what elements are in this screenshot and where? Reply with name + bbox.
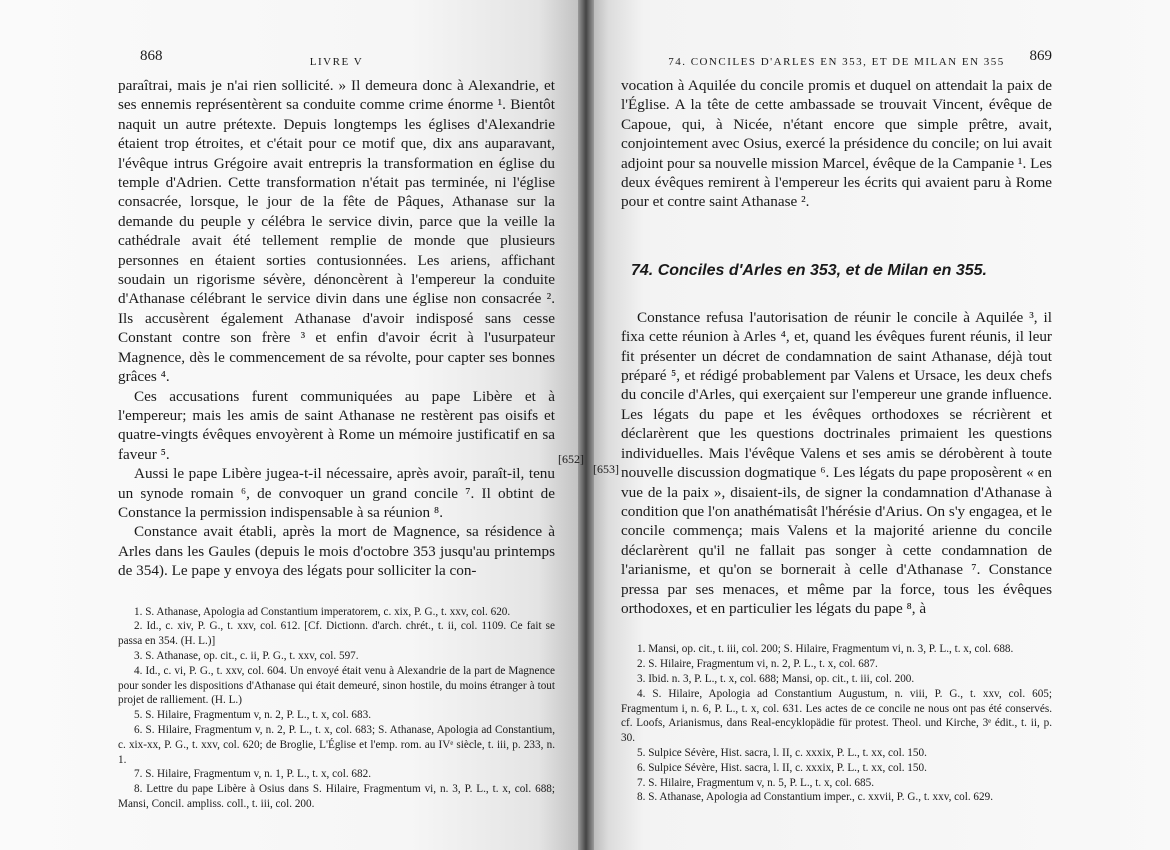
left-page-body xyxy=(118,76,555,581)
left-page-header xyxy=(118,48,555,76)
footnote: 8. S. Athanase, Apologia ad Constantium imper., c. xxvii, P. G., t. xxv, col. 629. xyxy=(637,791,994,804)
right-page xyxy=(585,0,1170,850)
footnote: 8. Lettre du pape Libère à Osius dans S. Hilaire, Fragmentum vi, n. 3, P. L., t. x, col. 688; Mansi, Concil. ampliss. coll., t. iii, col. 200. xyxy=(118,783,555,810)
footnote: 6. S. Hilaire, Fragmentum v, n. 2, P. L., t. x, col. 683; S. Athanase, Apologia ad Constantium, c. xix-xx, P. G., t. xxv, col. 620; de Broglie, L'Église et l'emp. rom. au IVᵉ siècle, t. iii, p. 233, n. 1. xyxy=(118,723,555,766)
footnote: 7. S. Hilaire, Fragmentum v, n. 1, P. L., t. x, col. 682. xyxy=(134,768,371,781)
footnote: 5. Sulpice Sévère, Hist. sacra, l. II, c. xxxix, P. L., t. xx, col. 150. xyxy=(637,746,927,759)
paragraph: Constance avait établi, après la mort de Magnence, sa résidence à Arles dans les Gaules (depuis le mois d'octobre 353 jusqu'au printemps de 354). Le pape y envoya des légats pour solliciter la con- xyxy=(118,523,555,580)
paragraph: Aussi le pape Libère jugea-t-il nécessaire, après avoir, paraît-il, tenu un synode romain ⁶, de convoquer un grand concile ⁷. Il obtint de Constance la permission indispensable à sa réunion ⁸. xyxy=(118,465,555,521)
marginal-page-ref-left: [652] xyxy=(558,452,584,466)
right-page-header xyxy=(621,48,1052,76)
book-gutter xyxy=(578,0,594,850)
page-number-left: 868 xyxy=(140,48,163,64)
footnote: 7. S. Hilaire, Fragmentum v, n. 5, P. L., t. x, col. 685. xyxy=(637,776,874,789)
running-head-right: 74. CONCILES D'ARLES EN 353, ET DE MILAN EN 355 xyxy=(668,56,1005,68)
footnote: 1. S. Athanase, Apologia ad Constantium imperatorem, c. xix, P. G., t. xxv, col. 620. xyxy=(134,605,511,618)
footnote: 3. Ibid. n. 3, P. L., t. x, col. 688; Mansi, op. cit., t. iii, col. 200. xyxy=(637,672,915,685)
section-heading: 74. Conciles d'Arles en 353, et de Milan en 355. xyxy=(631,261,987,279)
marginal-page-ref-right: [653] xyxy=(593,462,619,476)
footnotes-left xyxy=(118,605,555,812)
footnote: 3. S. Athanase, op. cit., c. ii, P. G., t. xxv, col. 597. xyxy=(134,649,359,662)
footnote: 2. Id., c. xiv, P. G., t. xxv, col. 612. [Cf. Dictionn. d'arch. chrét., t. ii, col. 1109. Ce fait se passa en 354. (H. L.)] xyxy=(118,620,555,648)
paragraph: vocation à Aquilée du concile promis et duquel on attendait la paix de l'Église. A la tête de cette ambassade se trouvait Vincent, évêque de Capoue, qui, à Nicée, n'étant encore que simple prêtre, avait, conjointement avec Osius, exercé la présidence du concile; on lui avait adjoint pour sa nouvelle mission Marcel, évêque de la Campanie ¹. Les deux évêques remirent à l'empereur les écrits qui avaient paru à Rome pour et contre saint Athanase ². xyxy=(621,77,1052,211)
footnote: 6. Sulpice Sévère, Hist. sacra, l. II, c. xxxix, P. L., t. xx, col. 150. xyxy=(637,761,927,774)
footnote: 1. Mansi, op. cit., t. iii, col. 200; S. Hilaire, Fragmentum vi, n. 3, P. L., t. x, col. 688. xyxy=(637,643,1014,656)
page-number-right: 869 xyxy=(1029,48,1052,64)
paragraph: paraîtrai, mais je n'ai rien sollicité. » Il demeura donc à Alexandrie, et ses ennemis représentèrent sa conduite comme crime énorme ¹. Bientôt naquit un autre prétexte. Depuis longtemps les églises d'Alexandrie étaient trop étroites, et c'était pour ce motif que, dix ans auparavant, l'évêque intrus Grégoire avait entrepris la transformation en église du temple d'Adrien. Cette transformation n'était pas terminée, ni l'église consacrée, lorsque, le jour de la fête de Pâques, Athanase sur la demande du peuple y célébra le service divin, parce que la veille la cathédrale avait été tellement remplie de monde que plusieurs personnes en étaient sorties contusionnées. Les ariens, affichant soudain un rigorisme sévère, dénoncèrent à l'empereur la conduite d'Athanase célébrant le service divin dans une église non consacrée ². Ils accusèrent également Athanase d'avoir indisposé sans cesse Constant contre son frère ³ et enfin d'avoir écrit à l'usurpateur Magnence, dès le commencement de sa révolte, pour capter ses bonnes grâces ⁴. xyxy=(118,77,555,386)
running-head-left: LIVRE V xyxy=(309,56,364,68)
footnote: 4. Id., c. vi, P. G., t. xxv, col. 604. Un envoyé était venu à Alexandrie de la part de Magnence pour sonder les dispositions d'Athanase qui était demeuré, sinon hostile, du moins étranger à tout projet de ralliement. (H. L.) xyxy=(118,664,555,707)
paragraph: Constance refusa l'autorisation de réunir le concile à Aquilée ³, il fixa cette réunion à Arles ⁴, et, quand les évêques furent réunis, il leur fit présenter un décret de condamnation de saint Athanase, déjà tout préparé ⁵, et rédigé probablement par Valens et Ursace, les deux chefs du concile d'Arles, qui exerçaient sur l'empereur une grande influence. Les légats du pape et les évêques orthodoxes se récrièrent et déclarèrent que les questions doctrinales primaient les questions individuelles. Mais l'évêque Valens et ses amis se dérobèrent à toute nouvelle discussion dogmatique ⁶. Les légats du pape proposèrent « en vue de la paix », disaient-ils, de signer la condamnation d'Athanase à condition que l'on anathématisât l'hérésie d'Arius. On s'y engagea, et le concile commença; mais Valens et la majorité arienne du concile déclarèrent qu'il ne fallait pas songer à cette condamnation de l'arianisme, et qu'on se bornerait à celle d'Athanase ⁷. Constance pressa par ses menaces, et même par la force, tous les évêques orthodoxes, et en particulier les légats du pape ⁸, à xyxy=(621,308,1053,617)
right-page-body xyxy=(621,76,1052,618)
paragraph: Ces accusations furent communiquées au pape Libère et à l'empereur; mais les amis de saint Athanase ne restèrent pas oisifs et quatre-vingts évêques envoyèrent à Rome un mémoire justificatif en sa faveur ⁵. xyxy=(118,387,555,463)
footnote: 5. S. Hilaire, Fragmentum v, n. 2, P. L., t. x, col. 683. xyxy=(134,709,371,722)
footnote: 2. S. Hilaire, Fragmentum vi, n. 2, P. L., t. x, col. 687. xyxy=(637,658,878,671)
footnotes-right xyxy=(621,642,1052,805)
footnote: 4. S. Hilaire, Apologia ad Constantium Augustum, n. viii, P. G., t. xxv, col. 605; Fragmentum i, n. 6, P. L., t. x, col. 631. Les actes de ce concile ne nous ont pas été conservés. cf. Loofs, Arianismus, dans Real-encyklopädie für protest. Theol. und Kirche, 3ᵉ édit., t. ii, p. 30. xyxy=(621,687,1052,745)
